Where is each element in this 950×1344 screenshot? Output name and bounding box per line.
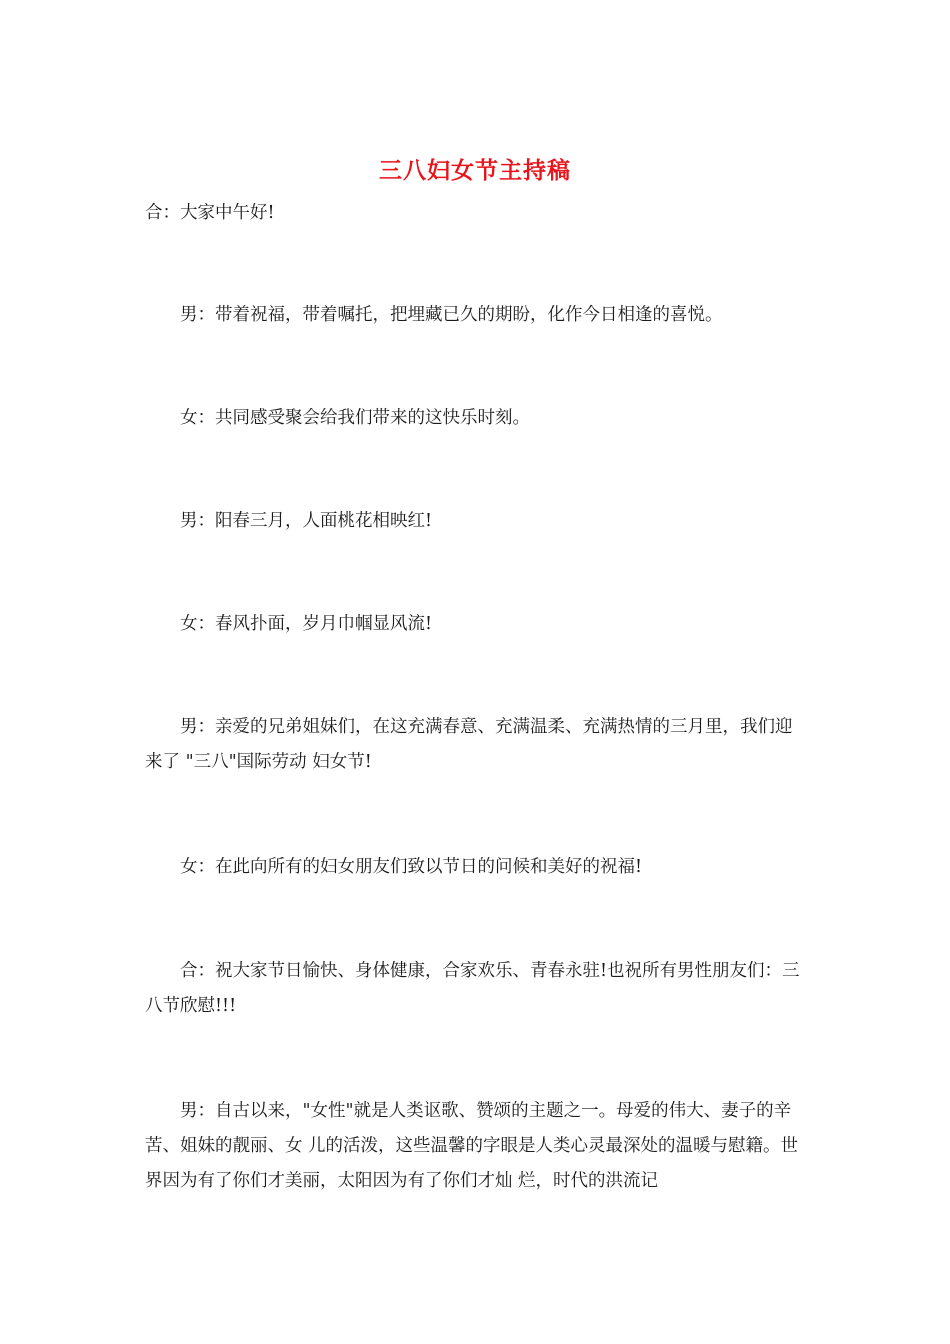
paragraph-together: 合：祝大家节日愉快、身体健康，合家欢乐、青春永驻!也祝所有男性朋友们：三八节欣慰!!! — [145, 961, 800, 1016]
paragraph-male-4: 男：自古以来，"女性"就是人类讴歌、赞颂的主题之一。母爱的伟大、妻子的辛苦、姐妹的靓丽、女 儿的活泼，这些温馨的字眼是人类心灵最深处的温暖与慰籍。世界因为有了你们才美丽，太阳因为有了你们才灿 烂，时代的洪流记 — [145, 1101, 799, 1191]
paragraph-male-1: 男：带着祝福，带着嘱托，把埋藏已久的期盼，化作今日相逢的喜悦。 — [180, 305, 723, 325]
paragraph-male-2: 男：阳春三月，人面桃花相映红! — [180, 511, 433, 531]
paragraph-male-3: 男：亲爱的兄弟姐妹们，在这充满春意、充满温柔、充满热情的三月里，我们迎来了 "三八"国际劳动 妇女节! — [145, 717, 793, 772]
paragraph-female-2: 女：春风扑面，岁月巾帼显风流! — [180, 614, 433, 634]
paragraph-female-3: 女：在此向所有的妇女朋友们致以节日的问候和美好的祝福! — [180, 857, 643, 877]
document-title: 三八妇女节主持稿 — [379, 158, 571, 184]
paragraph-greeting: 合：大家中午好! — [145, 203, 275, 223]
paragraph-female-1: 女：共同感受聚会给我们带来的这快乐时刻。 — [180, 408, 530, 428]
